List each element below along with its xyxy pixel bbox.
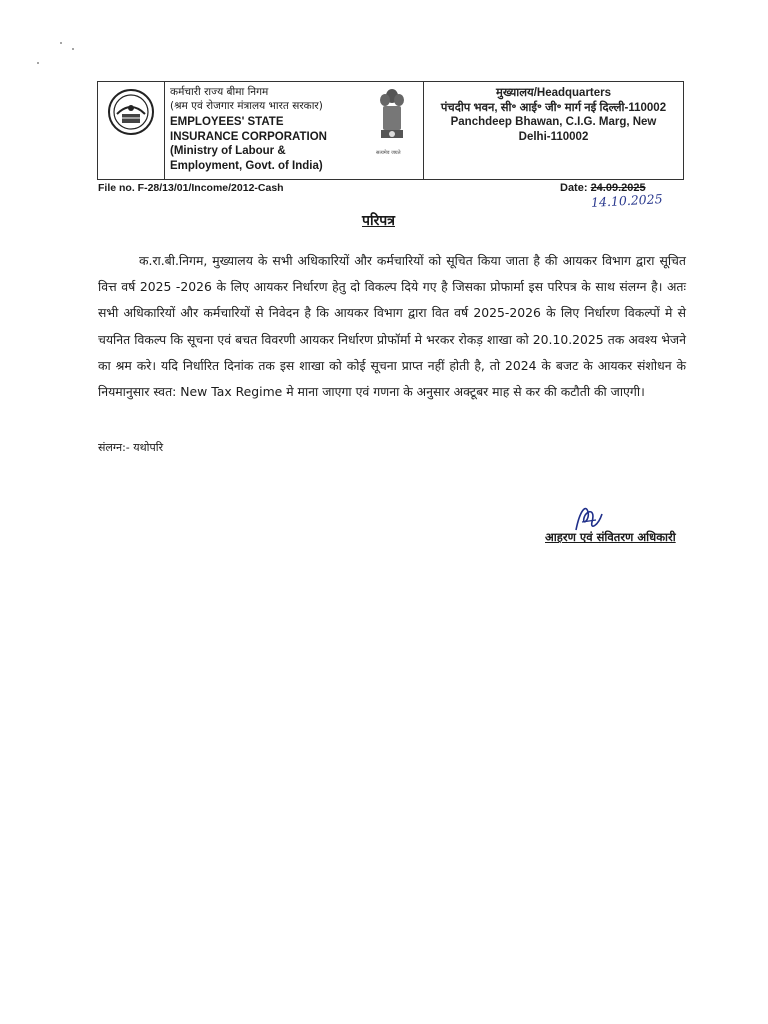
emblem-motto: सत्यमेव जयते <box>376 150 401 156</box>
hq-label: मुख्यालय/Headquarters <box>495 87 612 99</box>
ministry-name-english: Employment, Govt. of India) <box>170 159 323 172</box>
headquarters-address <box>424 86 683 144</box>
hq-address-hindi: पंचदीप भवन, सी॰ आई॰ जी॰ मार्ग नई दिल्ली-110002 <box>440 101 667 114</box>
date-struck-out: 24.09.2025 <box>590 182 646 194</box>
circular-body <box>98 248 686 405</box>
letterhead-divider <box>164 82 165 179</box>
org-name-english-line: INSURANCE CORPORATION <box>170 130 327 143</box>
date-label: Date: <box>560 182 591 194</box>
signatory-designation: आहरण एवं संवितरण अधिकारी <box>545 530 676 544</box>
ministry-name-english: (Ministry of Labour & <box>170 145 286 157</box>
national-emblem-icon <box>378 86 406 148</box>
org-name-english <box>170 115 327 173</box>
hq-address-english: Panchdeep Bhawan, C.I.G. Marg, New <box>450 116 657 128</box>
scan-speck <box>72 48 74 50</box>
ministry-name-hindi: (श्रम एवं रोजगार मंत्रालय भारत सरकार) <box>170 100 323 112</box>
org-name-hindi <box>170 85 323 113</box>
hq-address-english: Delhi-110002 <box>518 130 589 143</box>
enclosure-note: संलग्न:- यथोपरि <box>98 441 164 454</box>
file-number: File no. F-28/13/01/Income/2012-Cash <box>98 182 284 194</box>
letterhead <box>97 81 684 180</box>
org-name-hindi-line: कर्मचारी राज्य बीमा निगम <box>170 86 269 98</box>
scan-speck <box>60 42 62 44</box>
body-paragraph: क.रा.बी.निगम, मुख्यालय के सभी अधिकारियों और कर्मचारियों को सूचित किया जाता है की आयकर विभाग द्वारा सूचित वित्त वर्ष 2025 -2026 के लिए आयकर निर्धारण हेतु दो विकल्प दिये गए है जिसका प्रोफार्मा इस परिपत्र के साथ संलग्न है। अतः सभी अधिकारियों और कर्मचारियों से निवेदन है कि आयकर विभाग द्वारा वित वर्ष 2025-2026 के लिए निर्धारण विकल्पों मे से चयनित विकल्प कि सूचना एवं बचत विवरणी आयकर निर्धारण प्रोफॉर्मा मे भरकर रोकड़ शाखा को 20.10.2025 तक अवश्य भेजने का श्रम करे। यदि निर्धारित दिनांक तक इस शाखा को कोई सूचना प्राप्त नहीं होती है, तो 2024 के बजट के आयकर संशोधन के नियमानुसार स्वत: New Tax Regime मे माना जाएगा एवं गणना के अनुसार अक्टूबर माह से कर की कटौती की जाएगी। <box>98 253 686 400</box>
org-name-english-line: EMPLOYEES' STATE <box>170 116 284 128</box>
date-handwritten: 14.10.2025 <box>590 191 663 210</box>
esic-logo-icon <box>107 88 155 136</box>
scan-speck <box>37 62 39 64</box>
document-title: परिपत्र <box>362 213 395 229</box>
